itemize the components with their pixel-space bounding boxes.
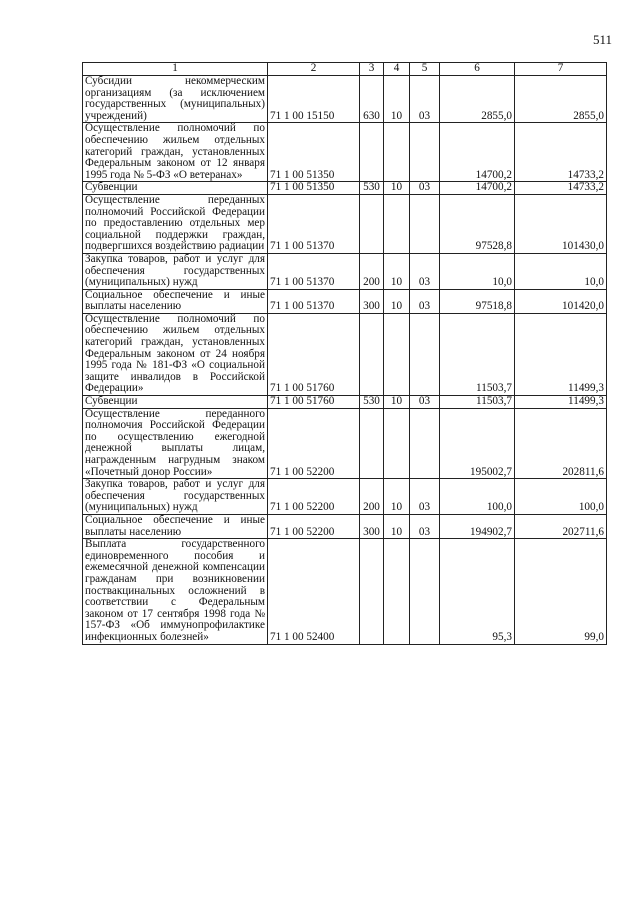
row-amount-1: 100,0: [440, 479, 515, 515]
row-subsection: 03: [410, 76, 440, 123]
row-subsection: 03: [410, 182, 440, 195]
row-target-code: 71 1 00 51370: [268, 289, 360, 313]
row-subsection: [410, 123, 440, 182]
row-amount-2: 14733,2: [515, 182, 607, 195]
row-name: Выплата государственного единовременного пособия и ежемесячной денежной компенсации гражданам при возникновении поствакцинальных осложнений в соответствии с Федеральным законом от 17 сентября 1998 года № 157-ФЗ «Об иммунопрофилактике инфекционных болезней»: [83, 539, 268, 644]
row-target-code: 71 1 00 52400: [268, 539, 360, 644]
row-amount-2: 14733,2: [515, 123, 607, 182]
header-cell: 1: [83, 63, 268, 76]
row-amount-2: 101420,0: [515, 289, 607, 313]
row-section: [384, 123, 410, 182]
row-target-code: 71 1 00 51350: [268, 123, 360, 182]
row-amount-2: 202811,6: [515, 408, 607, 479]
row-subsection: [410, 194, 440, 253]
row-name: Субвенции: [83, 182, 268, 195]
row-subsection: [410, 408, 440, 479]
row-name: Осуществление полномочий по обеспечению жильем отдельных категорий граждан, установленных Федеральным законом от 24 ноября 1995 года № 181-ФЗ «О социальной защите инвалидов в Российской Федерации»: [83, 313, 268, 395]
row-amount-1: 14700,2: [440, 182, 515, 195]
row-expense-type: 200: [360, 479, 384, 515]
row-name: Социальное обеспечение и иные выплаты населению: [83, 289, 268, 313]
row-expense-type: [360, 408, 384, 479]
row-section: 10: [384, 514, 410, 538]
row-expense-type: 630: [360, 76, 384, 123]
row-amount-2: 101430,0: [515, 194, 607, 253]
row-target-code: 71 1 00 52200: [268, 479, 360, 515]
row-expense-type: [360, 123, 384, 182]
row-target-code: 71 1 00 52200: [268, 408, 360, 479]
header-cell: 3: [360, 63, 384, 76]
row-section: [384, 313, 410, 395]
header-cell: 7: [515, 63, 607, 76]
row-section: 10: [384, 289, 410, 313]
row-name: Закупка товаров, работ и услуг для обеспечения государственных (муниципальных) нужд: [83, 479, 268, 515]
table-row: [83, 408, 607, 479]
row-amount-1: 14700,2: [440, 123, 515, 182]
header-row: [83, 63, 607, 76]
header-cell: 4: [384, 63, 410, 76]
row-expense-type: 300: [360, 514, 384, 538]
row-expense-type: 530: [360, 182, 384, 195]
table-row: [83, 479, 607, 515]
row-expense-type: [360, 194, 384, 253]
row-section: [384, 194, 410, 253]
row-subsection: 03: [410, 514, 440, 538]
row-name: Осуществление полномочий по обеспечению жильем отдельных категорий граждан, установленных Федеральным законом от 12 января 1995 года № 5-ФЗ «О ветеранах»: [83, 123, 268, 182]
row-name: Осуществление переданных полномочий Российской Федерации по предоставлению отдельных мер социальной поддержки граждан, подвергшихся воздействию радиации: [83, 194, 268, 253]
header-cell: 5: [410, 63, 440, 76]
page-number: 511: [592, 32, 612, 47]
row-subsection: 03: [410, 253, 440, 289]
row-expense-type: 530: [360, 396, 384, 409]
table-row: [83, 253, 607, 289]
row-target-code: 71 1 00 51760: [268, 313, 360, 395]
row-amount-1: 10,0: [440, 253, 515, 289]
row-name: Осуществление переданного полномочия Российской Федерации по осуществлению ежегодной денежной выплаты лицам, награжденным нагрудным знаком «Почетный донор России»: [83, 408, 268, 479]
row-section: 10: [384, 479, 410, 515]
row-target-code: 71 1 00 15150: [268, 76, 360, 123]
row-target-code: 71 1 00 51760: [268, 396, 360, 409]
row-amount-2: 100,0: [515, 479, 607, 515]
table-row: [83, 76, 607, 123]
row-section: 10: [384, 76, 410, 123]
row-name: Субвенции: [83, 396, 268, 409]
row-section: 10: [384, 182, 410, 195]
row-section: [384, 539, 410, 644]
row-expense-type: [360, 313, 384, 395]
table-row: [83, 123, 607, 182]
row-amount-1: 2855,0: [440, 76, 515, 123]
header-cell: 2: [268, 63, 360, 76]
budget-table: [82, 62, 607, 645]
row-subsection: 03: [410, 396, 440, 409]
row-expense-type: 300: [360, 289, 384, 313]
row-amount-2: 11499,3: [515, 396, 607, 409]
row-section: 10: [384, 396, 410, 409]
row-amount-1: 195002,7: [440, 408, 515, 479]
row-section: 10: [384, 253, 410, 289]
row-expense-type: 200: [360, 253, 384, 289]
row-amount-1: 194902,7: [440, 514, 515, 538]
row-name: Субсидии некоммерческим организациям (за исключением государственных (муниципальных) учреждений): [83, 76, 268, 123]
row-amount-1: 95,3: [440, 539, 515, 644]
row-subsection: 03: [410, 479, 440, 515]
row-amount-2: 99,0: [515, 539, 607, 644]
row-section: [384, 408, 410, 479]
row-name: Закупка товаров, работ и услуг для обеспечения государственных (муниципальных) нужд: [83, 253, 268, 289]
header-cell: 6: [440, 63, 515, 76]
table-row: [83, 289, 607, 313]
table-row: [83, 182, 607, 195]
row-subsection: [410, 539, 440, 644]
row-amount-2: 11499,3: [515, 313, 607, 395]
row-subsection: [410, 313, 440, 395]
table-row: [83, 514, 607, 538]
row-target-code: 71 1 00 51370: [268, 194, 360, 253]
row-expense-type: [360, 539, 384, 644]
table-row: [83, 396, 607, 409]
row-name: Социальное обеспечение и иные выплаты населению: [83, 514, 268, 538]
row-amount-1: 97518,8: [440, 289, 515, 313]
row-amount-2: 2855,0: [515, 76, 607, 123]
row-amount-1: 11503,7: [440, 396, 515, 409]
row-amount-1: 97528,8: [440, 194, 515, 253]
row-subsection: 03: [410, 289, 440, 313]
table-row: [83, 194, 607, 253]
row-amount-1: 11503,7: [440, 313, 515, 395]
row-target-code: 71 1 00 51370: [268, 253, 360, 289]
row-amount-2: 202711,6: [515, 514, 607, 538]
row-amount-2: 10,0: [515, 253, 607, 289]
row-target-code: 71 1 00 51350: [268, 182, 360, 195]
table-row: [83, 539, 607, 644]
table-row: [83, 313, 607, 395]
row-target-code: 71 1 00 52200: [268, 514, 360, 538]
